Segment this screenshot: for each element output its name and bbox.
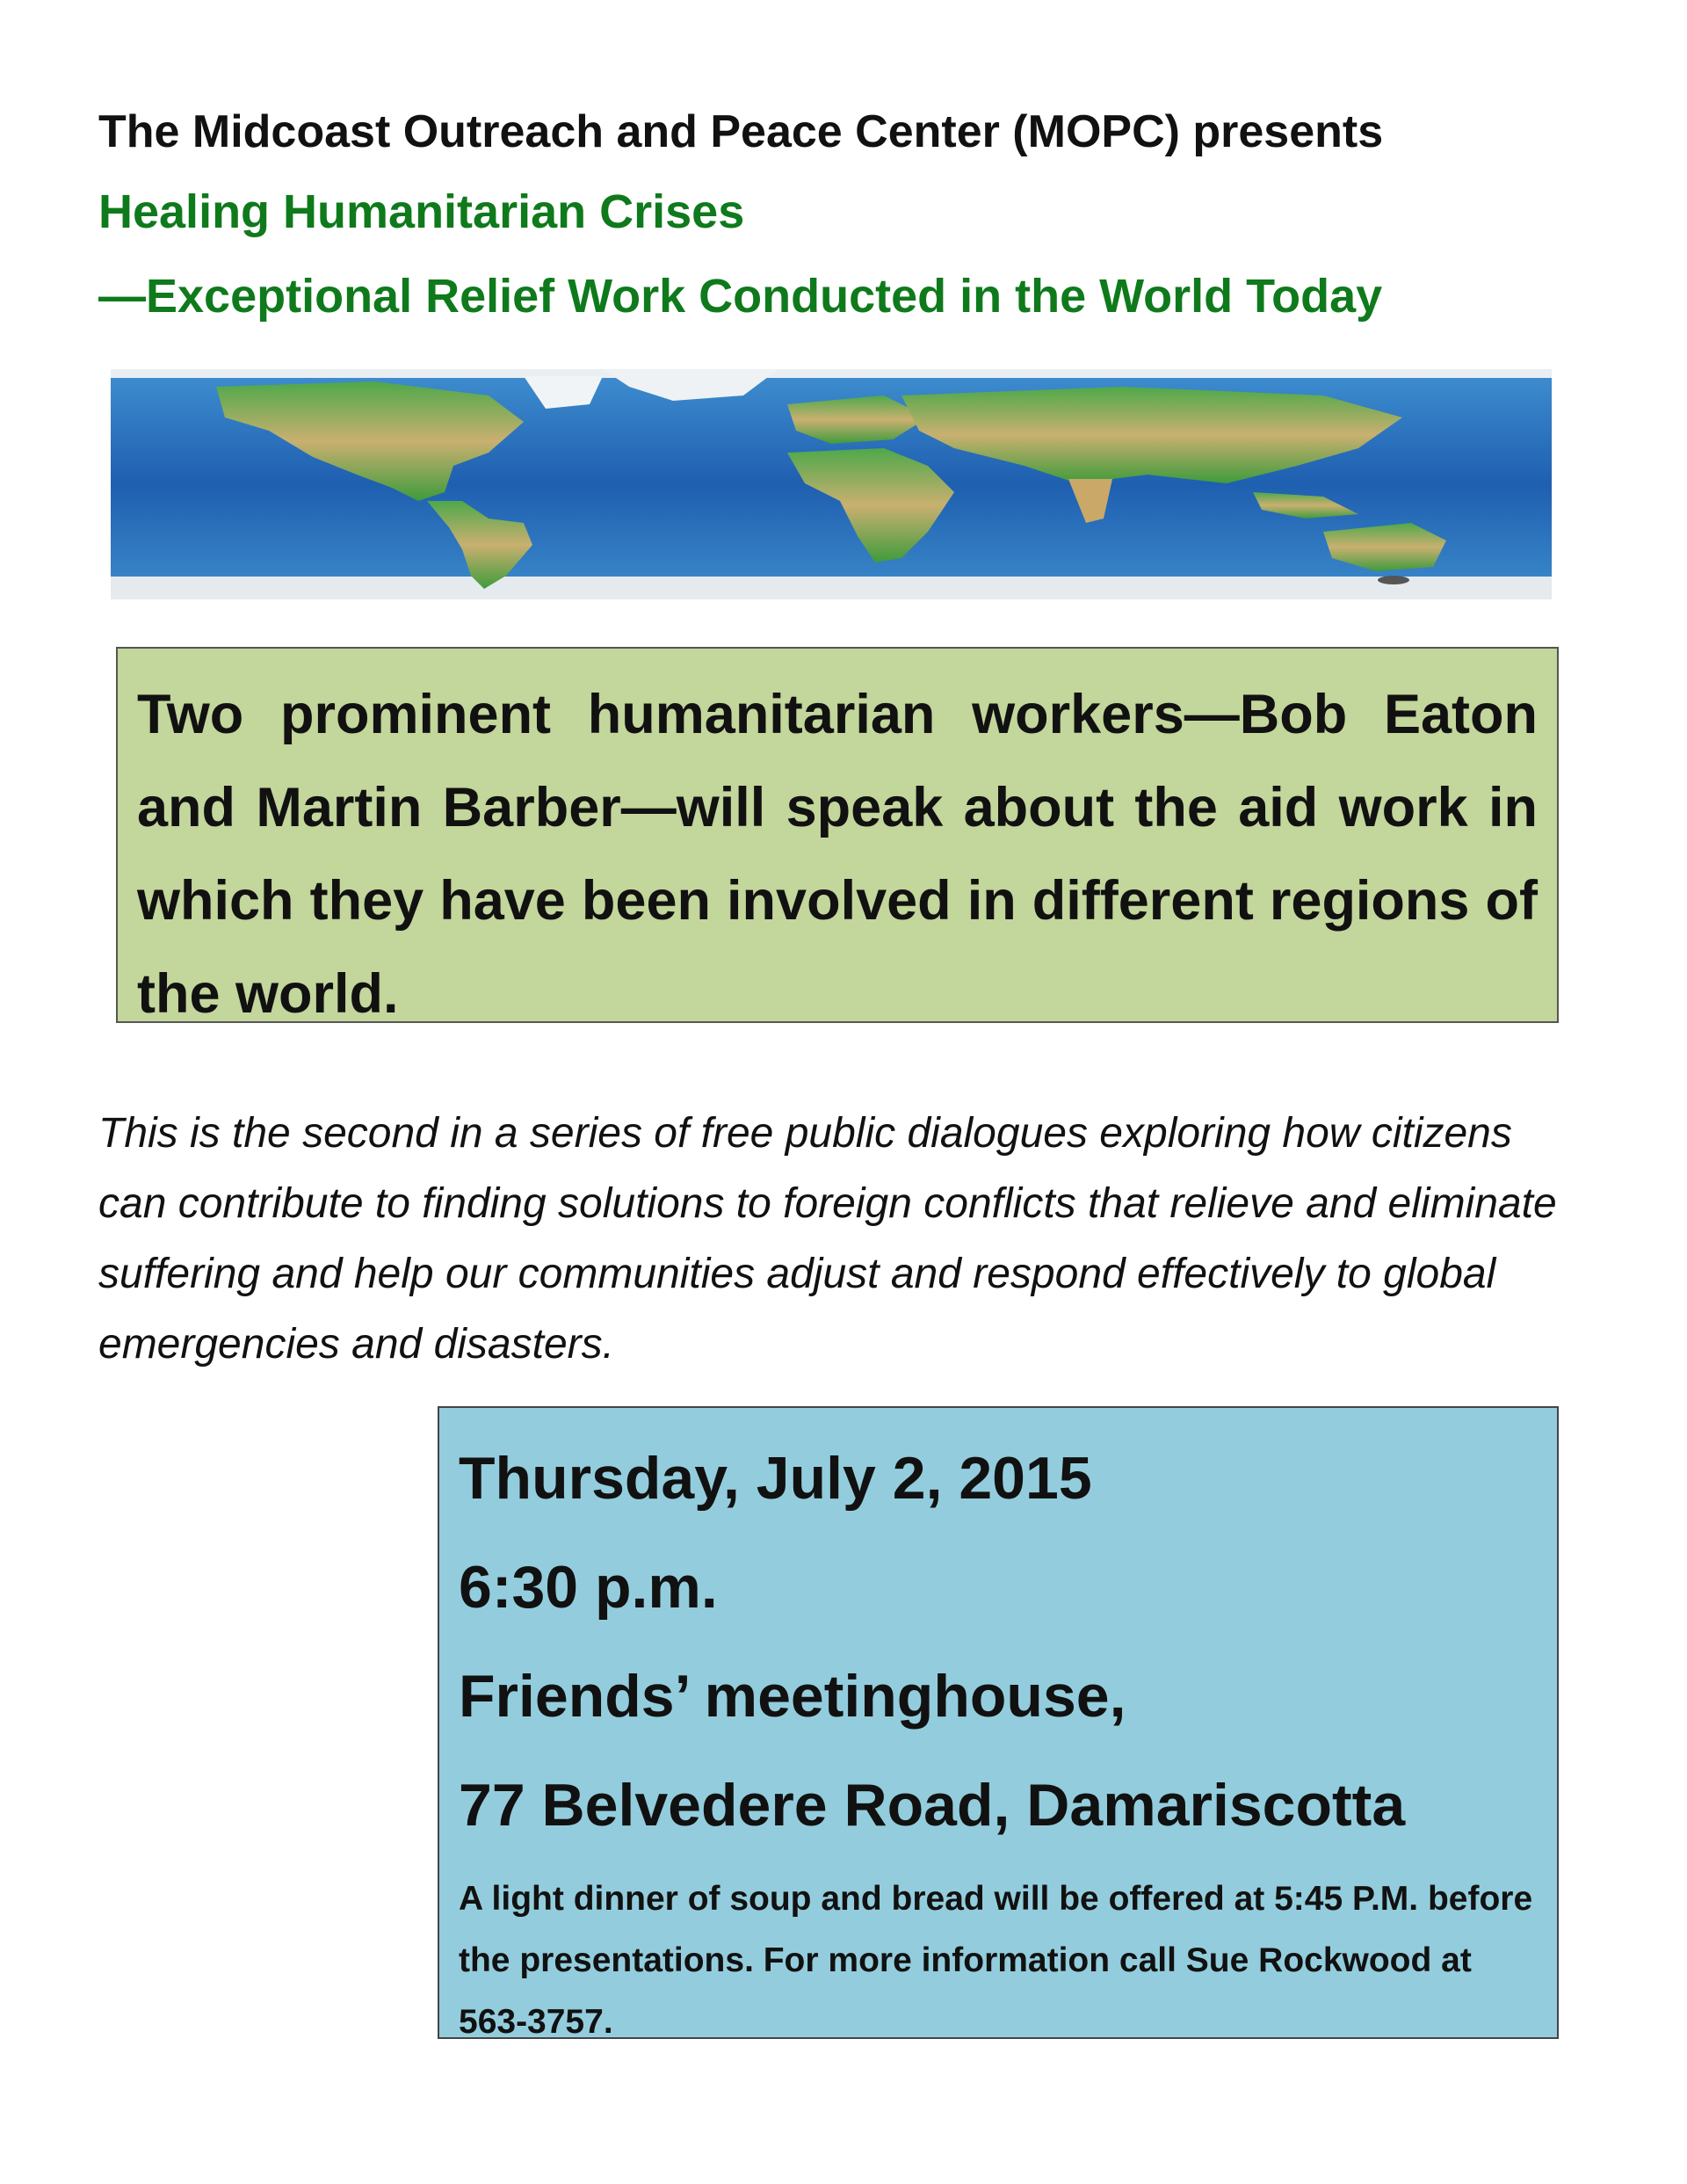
speakers-box — [116, 647, 1559, 1023]
event-date: Thursday, July 2, 2015 — [459, 1445, 1092, 1512]
event-time: 6:30 p.m. — [459, 1554, 718, 1621]
flyer-header — [98, 104, 1592, 325]
world-map-image — [111, 369, 1552, 599]
presenter-line: The Midcoast Outreach and Peace Center (MOPC) presents — [98, 106, 1384, 157]
event-address: 77 Belvedere Road, Damariscotta — [459, 1772, 1406, 1839]
dinner-note: A light dinner of soup and bread will be offered at 5:45 P.M. before the presentations. For more information call Sue Rockwood at 563-3757. — [459, 1880, 1533, 2041]
speakers-text: Two prominent humanitarian workers—Bob Eaton and Martin Barber—will speak about the aid work in which they have been involved in different regions of the world. — [137, 684, 1538, 1025]
event-subtitle: —Exceptional Relief Work Conducted in the World Today — [98, 270, 1383, 323]
event-details-box — [438, 1406, 1559, 2039]
event-title: Healing Humanitarian Crises — [98, 185, 745, 238]
event-venue: Friends’ meetinghouse, — [459, 1663, 1126, 1730]
series-description: This is the second in a series of free public dialogues exploring how citizens can contribute to finding solutions to foreign conflicts that relieve and eliminate suffering and help our communities adjust and respond effectively to global emergencies and disasters. — [98, 1110, 1557, 1368]
